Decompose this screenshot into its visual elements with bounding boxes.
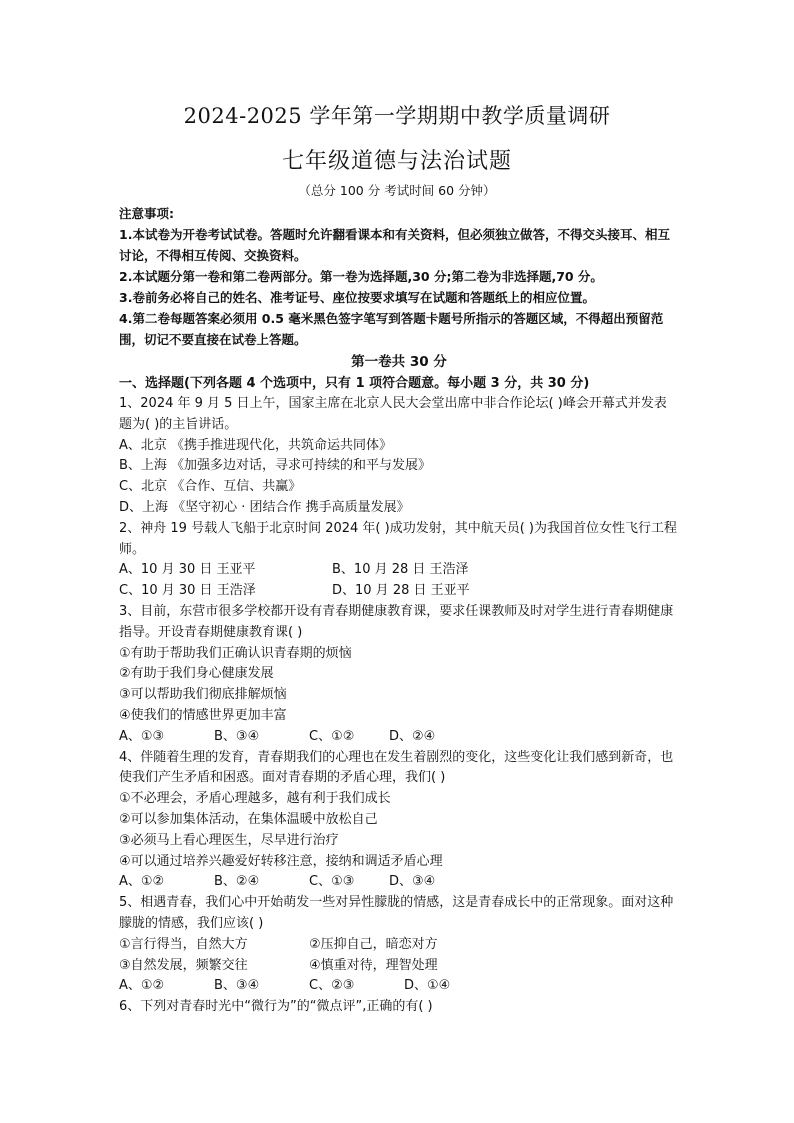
statement-item: ④使我们的情感世界更加丰富 <box>119 707 287 723</box>
statement-item: ④慎重对待，理智处理 <box>309 957 438 973</box>
option-row <box>119 560 679 581</box>
statement-row <box>119 956 679 977</box>
question-option: B、③④ <box>214 728 260 744</box>
question-stem: 3、目前，东营市很多学校都开设有青春期健康教育课，要求任课教师及时对学生进行青春期健康指导。开设青春期健康教育课( ) <box>119 603 674 640</box>
statement-item: ①有助于帮助我们正确认识青春期的烦恼 <box>119 645 352 661</box>
statement-item: ②压抑自己，暗恋对方 <box>309 936 438 952</box>
question-4 <box>119 748 679 894</box>
option-row <box>119 976 679 997</box>
question-option: B、上海 《加强多边对话，寻求可持续的和平与发展》 <box>119 458 432 474</box>
question-option: B、10 月 28 日 王浩泽 <box>332 562 469 578</box>
question-option: C、北京 《合作、互信、共赢》 <box>119 479 302 495</box>
statement-item: ①不必理会，矛盾心理越多，越有利于我们成长 <box>119 791 391 807</box>
statement-item: ④可以通过培养兴趣爱好转移注意，接纳和调适矛盾心理 <box>119 853 443 869</box>
question-option: A、①② <box>119 874 165 890</box>
exam-body <box>119 203 679 1018</box>
section-instruction: 一、选择题(下列各题 4 个选项中，只有 1 项符合题意。每小题 3 分，共 30 分) <box>119 376 590 391</box>
note-item: 3.卷前务必将自己的姓名、准考证号、座位按要求填写在试题和答题纸上的相应位置。 <box>119 290 595 305</box>
question-option: C、10 月 30 日 王浩泽 <box>119 583 256 599</box>
note-item: 4.第二卷每题答案必须用 0.5 毫米黑色签字笔写到答题卡题号所指示的答题区域，不得超出预留范围，切记不要直接在试卷上答题。 <box>119 311 664 347</box>
option-row <box>119 727 679 748</box>
question-stem: 6、下列对青春时光中“微行为”的“微点评”,正确的有( ) <box>119 999 433 1015</box>
statement-item: ③可以帮助我们彻底排解烦恼 <box>119 687 287 703</box>
question-option: B、②④ <box>214 874 260 890</box>
question-option: C、②③ <box>309 978 355 994</box>
question-5 <box>119 893 679 997</box>
question-option: B、③④ <box>214 978 260 994</box>
question-option: D、②④ <box>389 728 436 744</box>
section-title: 第一卷共 30 分 <box>351 354 447 370</box>
option-row <box>119 872 679 893</box>
statement-item: ③自然发展，频繁交往 <box>119 957 248 973</box>
question-option: A、①② <box>119 978 165 994</box>
question-stem: 2、神舟 19 号载人飞船于北京时间 2024 年( )成功发射，其中航天员( )为我国首位女性飞行工程师。 <box>119 520 677 557</box>
question-option: A、10 月 30 日 王亚平 <box>119 562 256 578</box>
question-stem: 5、相遇青春，我们心中开始萌发一些对异性朦胧的情感，这是青春成长中的正常现象。面对这种朦胧的情感，我们应该( ) <box>119 895 674 931</box>
question-option: A、①③ <box>119 728 165 744</box>
question-6 <box>119 997 679 1018</box>
question-2 <box>119 519 679 602</box>
exam-title: 2024-2025 学年第一学期期中教学质量调研 <box>183 104 611 128</box>
statement-item: ②可以参加集体活动，在集体温暖中放松自己 <box>119 811 378 827</box>
notes-heading: 注意事项: <box>119 206 174 221</box>
question-option: A、北京 《携手推进现代化，共筑命运共同体》 <box>119 437 393 453</box>
statement-item: ①言行得当，自然大方 <box>119 936 248 952</box>
question-option: D、①④ <box>404 978 451 994</box>
question-option: D、③④ <box>389 874 436 890</box>
note-item: 2.本试题分第一卷和第二卷两部分。第一卷为选择题,30 分;第二卷为非选择题,70 分。 <box>119 269 603 284</box>
statement-item: ③必须马上看心理医生，尽早进行治疗 <box>119 832 339 848</box>
note-item: 1.本试卷为开卷考试试卷。答题时允许翻看课本和有关资料，但必须独立做答，不得交头接耳、相互讨论，不得相互传阅、交换资料。 <box>119 227 670 263</box>
question-option: C、①③ <box>309 874 355 890</box>
question-option: C、①② <box>309 728 355 744</box>
statement-row <box>119 935 679 956</box>
notes-section <box>119 203 679 350</box>
question-option: D、上海 《坚守初心 · 团结合作 携手高质量发展》 <box>119 499 410 515</box>
question-1 <box>119 394 679 519</box>
statement-item: ②有助于我们身心健康发展 <box>119 666 274 682</box>
question-option: D、10 月 28 日 王亚平 <box>332 583 470 599</box>
question-3 <box>119 602 679 748</box>
exam-meta: （总分 100 分 考试时间 60 分钟） <box>298 183 496 198</box>
question-stem: 1、2024 年 9 月 5 日上午，国家主席在北京人民大会堂出席中非合作论坛( )峰会开幕式并发表题为( )的主旨讲话。 <box>119 396 667 432</box>
option-row <box>119 581 679 602</box>
question-stem: 4、伴随着生理的发育，青春期我们的心理也在发生着剧烈的变化，这些变化让我们感到新奇，也使我们产生矛盾和困惑。面对青春期的矛盾心理，我们( ) <box>119 749 674 786</box>
exam-subject-title: 七年级道德与法治试题 <box>281 149 512 174</box>
